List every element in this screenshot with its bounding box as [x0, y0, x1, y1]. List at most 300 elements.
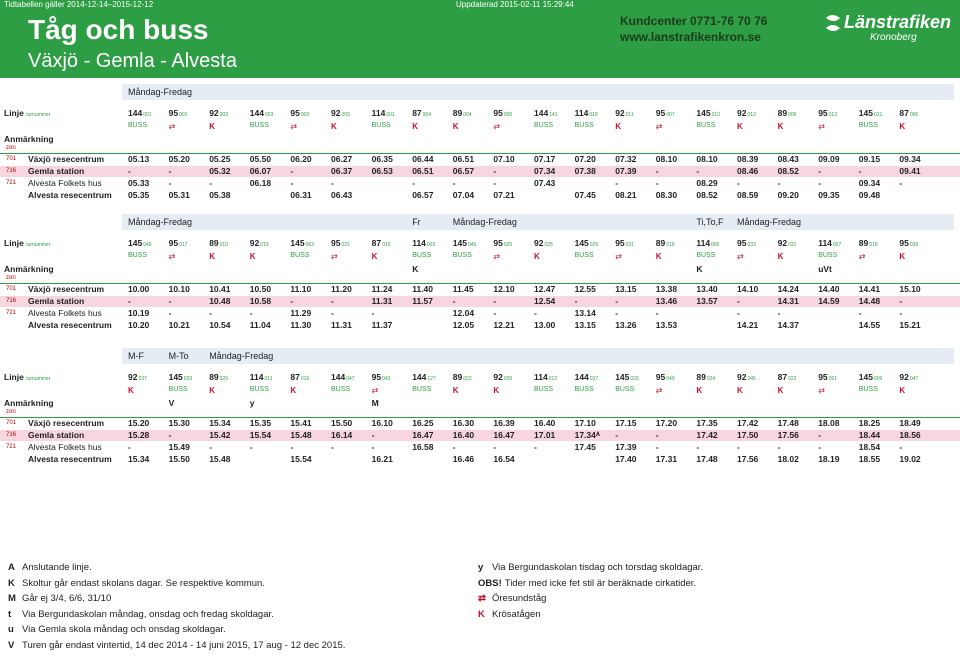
- stop-name: Alvesta Folkets hus: [28, 178, 102, 188]
- day-header-row: [122, 84, 954, 100]
- legend-item: [478, 562, 703, 573]
- departure-time: 14.41: [858, 284, 881, 294]
- line-number: 145029: [168, 372, 193, 382]
- trip-number: 003: [426, 242, 436, 248]
- departure-time: 06.51: [452, 154, 475, 164]
- departure-time: 17.45: [574, 442, 596, 452]
- departure-time: 05.31: [168, 190, 190, 200]
- trip-number: 039: [909, 242, 919, 248]
- trip-number: 013: [711, 112, 720, 118]
- departure-time: 07.34: [534, 166, 556, 176]
- bus-mode-label: BUSS: [534, 122, 554, 129]
- oresundstag-icon: ⇄: [737, 252, 744, 261]
- departure-time: -: [128, 166, 131, 176]
- departure-time: 13.46: [655, 296, 678, 306]
- line-number: 95007: [655, 108, 675, 118]
- departure-time: 13.57: [696, 296, 718, 306]
- departure-time: 13.26: [615, 320, 637, 330]
- stop-name: Alvesta resecentrum: [28, 454, 112, 464]
- departure-time: -: [290, 296, 294, 306]
- validity-text: Tidtabellen gäller 2014-12-14–2015-12-12: [4, 0, 154, 9]
- departure-time: 17.50: [737, 430, 759, 440]
- line-number: 92013: [737, 108, 756, 118]
- line-number: 92031: [777, 238, 797, 248]
- departure-time: 18.02: [777, 454, 799, 464]
- linje-label: Linje turnummer: [4, 238, 51, 248]
- trip-number: 001: [179, 112, 188, 118]
- departure-time: 06.20: [290, 154, 312, 164]
- line-number: 87016: [290, 372, 310, 382]
- website-link[interactable]: www.lanstrafikenkron.se: [620, 30, 761, 44]
- line-number: 95039: [899, 238, 919, 248]
- page-title: Tåg och buss: [28, 14, 209, 45]
- departure-time: 15.54: [249, 430, 272, 440]
- departure-time: 18.54: [858, 442, 881, 452]
- line-number: 95001: [168, 108, 188, 118]
- departure-time: 18.19: [818, 454, 840, 464]
- legend-text: Anslutande linje.: [22, 562, 92, 573]
- departure-time: -: [493, 442, 497, 452]
- departure-time: 16.40: [452, 430, 475, 440]
- departure-time: 15.10: [899, 284, 921, 294]
- line-number: 89020: [209, 372, 228, 382]
- departure-time: 10.10: [168, 284, 190, 294]
- departure-time: -: [615, 178, 619, 188]
- trip-number: 020: [219, 376, 228, 382]
- line-number: 89018: [858, 238, 878, 248]
- departure-time: 08.39: [737, 154, 759, 164]
- oresundstag-icon: ⇄: [858, 252, 866, 261]
- bus-mode-label: BUSS: [615, 386, 635, 393]
- departure-time: -: [452, 178, 456, 188]
- remark-code: y: [249, 398, 255, 408]
- departure-time: 06.51: [412, 166, 434, 176]
- departure-time: 08.43: [777, 154, 799, 164]
- anmarkning-label: Anmärkning: [4, 264, 54, 274]
- krosatag-icon: K: [737, 386, 743, 395]
- departure-time: -: [696, 166, 700, 176]
- departure-time: -: [737, 308, 740, 318]
- departure-time: -: [290, 166, 294, 176]
- departure-time: 05.25: [209, 154, 231, 164]
- departure-time: -: [655, 430, 659, 440]
- departure-time: 10.20: [128, 320, 150, 330]
- logo-subtext: Kronoberg: [870, 32, 917, 43]
- trip-number: 017: [179, 242, 188, 248]
- departure-time: 19.02: [899, 454, 921, 464]
- remark-code: K: [696, 264, 703, 274]
- linje-label: Linje turnummer: [4, 108, 51, 118]
- departure-time: 08.29: [696, 178, 718, 188]
- departure-time: -: [331, 308, 334, 318]
- departure-time: -: [777, 178, 781, 188]
- bus-mode-label: BUSS: [168, 386, 188, 393]
- departure-time: 11.31: [331, 320, 352, 330]
- remark-code: uVt: [818, 264, 832, 274]
- line-number: 92025: [534, 238, 553, 248]
- departure-time: 12.21: [493, 320, 515, 330]
- line-number: 92047: [899, 372, 919, 382]
- turnummer-label: turnummer: [26, 376, 51, 382]
- departure-time: 18.55: [858, 454, 881, 464]
- departure-time: 18.44: [858, 430, 881, 440]
- stop-name: Gemla station: [28, 430, 85, 440]
- route-title: Växjö - Gemla - Alvesta: [28, 50, 237, 72]
- line-number: 145023: [615, 372, 639, 382]
- stop-row: [0, 190, 960, 201]
- turnummer-label: turnummer: [26, 242, 51, 248]
- line-number: 114007: [818, 238, 842, 248]
- departure-time: -: [168, 178, 172, 188]
- krosatag-icon: K: [249, 252, 256, 261]
- departure-time: 13.14: [574, 308, 596, 318]
- legend-symbol: y: [478, 562, 484, 573]
- departure-time: 13.15: [574, 320, 596, 330]
- oresundstag-icon: ⇄: [331, 252, 338, 261]
- departure-time: 11.37: [371, 320, 393, 330]
- line-number: 87022: [777, 372, 797, 382]
- departure-time: 10.48: [209, 296, 231, 306]
- oresundstag-icon: ⇄: [493, 252, 501, 261]
- trip-number: 051: [828, 376, 837, 382]
- departure-time: -: [858, 166, 862, 176]
- trip-number: 006: [788, 112, 797, 118]
- departure-time: 09.41: [899, 166, 921, 176]
- zone-number: 716: [6, 298, 17, 304]
- line-number: 145009: [858, 372, 883, 382]
- trip-number: 043: [382, 376, 391, 382]
- departure-time: 06.37: [331, 166, 353, 176]
- oresundstag-icon: ⇄: [818, 386, 825, 395]
- departure-time: -: [128, 296, 131, 306]
- departure-time: -: [168, 308, 172, 318]
- departure-time: 09.34: [899, 154, 921, 164]
- departure-time: -: [737, 296, 740, 306]
- trip-number: 023: [630, 376, 639, 382]
- zone-number: 716: [6, 432, 17, 438]
- departure-time: 15.49: [168, 442, 190, 452]
- departure-time: 18.25: [858, 418, 881, 428]
- departure-time: 07.45: [574, 190, 596, 200]
- day-label: Fr: [412, 217, 421, 227]
- departure-time: 13.40: [696, 284, 718, 294]
- legend-item: [478, 593, 546, 604]
- line-number: 114003: [412, 238, 436, 248]
- trip-number: 005: [711, 242, 720, 248]
- line-number: 144047: [331, 372, 355, 382]
- line-number: 145045: [452, 238, 477, 248]
- day-header-row: [122, 348, 954, 364]
- stop-name: Alvesta Folkets hus: [28, 442, 102, 452]
- zone-number: 721: [6, 180, 17, 186]
- legend-symbol: u: [8, 624, 14, 635]
- line-number: 145013: [696, 108, 720, 118]
- zon-label: zon: [6, 409, 16, 415]
- stop-row: [0, 430, 960, 441]
- bus-mode-label: BUSS: [534, 386, 554, 393]
- legend-symbol: t: [8, 608, 12, 620]
- line-number: 144127: [412, 372, 436, 382]
- departure-time: 10.19: [128, 308, 150, 318]
- departure-time: 17.01: [534, 430, 556, 440]
- departure-time: -: [899, 296, 903, 306]
- trip-number: 011: [264, 376, 273, 382]
- zone-number: 721: [6, 310, 17, 316]
- departure-time: -: [615, 308, 619, 318]
- line-number: 114001: [371, 108, 395, 118]
- legend-symbol: OBS!: [478, 577, 502, 589]
- bus-mode-label: BUSS: [412, 386, 432, 393]
- departure-time: -: [777, 442, 781, 452]
- trip-number: 013: [747, 112, 756, 118]
- legend-text: Öresundståg: [492, 593, 547, 604]
- departure-time: 17.20: [655, 418, 678, 428]
- oresundstag-icon: ⇄: [655, 386, 663, 395]
- line-number: 95023: [331, 238, 350, 248]
- stop-name: Växjö resecentrum: [28, 154, 105, 164]
- departure-time: -: [249, 308, 253, 318]
- linje-label: Linje turnummer: [4, 372, 51, 382]
- remark-code: M: [371, 398, 379, 408]
- stop-name: Växjö resecentrum: [28, 418, 105, 428]
- zone-number: 721: [6, 444, 17, 450]
- trip-number: 033: [747, 242, 756, 248]
- departure-time: 05.20: [168, 154, 190, 164]
- krosatag-icon: K: [899, 386, 906, 395]
- bus-mode-label: BUSS: [574, 386, 594, 393]
- logo-text: Länstrafiken: [844, 12, 952, 32]
- departure-time: 06.18: [249, 178, 272, 188]
- timetable-section: [0, 348, 960, 478]
- departure-time: 06.43: [331, 190, 353, 200]
- bus-mode-label: BUSS: [574, 252, 594, 259]
- departure-time: 17.40: [615, 454, 637, 464]
- departure-time: 17.35: [696, 418, 718, 428]
- line-number: 89022: [452, 372, 472, 382]
- trip-number: 037: [589, 376, 599, 382]
- trip-number: 004: [422, 112, 431, 118]
- trip-number: 003: [341, 112, 350, 118]
- departure-time: 07.21: [493, 190, 515, 200]
- line-number: 87006: [899, 108, 919, 118]
- departure-time: -: [128, 442, 131, 452]
- line-number: 95013: [818, 108, 837, 118]
- departure-time: -: [534, 308, 537, 318]
- departure-time: 10.54: [209, 320, 231, 330]
- departure-time: 14.31: [777, 296, 799, 306]
- departure-time: 14.24: [777, 284, 799, 294]
- bus-mode-label: BUSS: [331, 386, 351, 393]
- departure-time: 12.47: [534, 284, 556, 294]
- departure-time: 18.56: [899, 430, 921, 440]
- oresundstag-icon: ⇄: [478, 593, 486, 604]
- stop-row: [0, 418, 960, 429]
- trip-number: 127: [427, 376, 436, 382]
- departure-time: 07.43: [534, 178, 556, 188]
- departure-time: 11.45: [452, 284, 474, 294]
- departure-time: -: [696, 442, 700, 452]
- departure-time: 18.49: [899, 418, 921, 428]
- departure-time: -: [331, 178, 334, 188]
- departure-time: 08.46: [737, 166, 759, 176]
- departure-time: 14.21: [737, 320, 759, 330]
- departure-time: 05.33: [128, 178, 150, 188]
- line-number: 145025: [574, 238, 599, 248]
- krosatag-icon: K: [331, 122, 337, 131]
- legend-text: Krösatågen: [492, 608, 541, 620]
- oresundstag-icon: ⇄: [493, 122, 501, 131]
- line-number: 95017: [168, 238, 188, 248]
- departure-time: 05.38: [209, 190, 231, 200]
- departure-time: 17.31: [655, 454, 678, 464]
- departure-time: -: [209, 308, 213, 318]
- line-number: 95043: [371, 372, 391, 382]
- bus-mode-label: BUSS: [290, 252, 310, 259]
- zone-number: 701: [6, 420, 17, 426]
- departure-time: -: [168, 296, 172, 306]
- departure-time: 15.50: [331, 418, 353, 428]
- legend-text: Turen går endast vintertid, 14 dec 2014 - 14 juni 2015, 17 aug - 12 dec 2015.: [22, 639, 346, 651]
- trip-number: 018: [869, 242, 878, 248]
- line-number: 92019: [249, 238, 269, 248]
- legend-text: Går ej 3/4, 6/6, 31/10: [22, 593, 112, 604]
- remark-code: V: [168, 398, 175, 408]
- trip-number: 022: [463, 376, 472, 382]
- trip-number: 049: [143, 242, 152, 248]
- departure-time: 08.10: [696, 154, 718, 164]
- legend-symbol: M: [8, 593, 16, 604]
- departure-time: 06.31: [290, 190, 312, 200]
- trip-number: 024: [706, 376, 716, 382]
- departure-time: -: [452, 296, 456, 306]
- departure-time: -: [818, 178, 822, 188]
- trip-number: 019: [589, 112, 598, 118]
- departure-time: 16.40: [534, 418, 556, 428]
- departure-time: 16.58: [412, 442, 434, 452]
- header-banner: [0, 0, 960, 78]
- departure-time: -: [858, 308, 862, 318]
- departure-time: 08.59: [737, 190, 759, 200]
- trip-number: 003: [219, 112, 228, 118]
- legend-symbol: K: [8, 577, 15, 589]
- departure-time: 16.10: [371, 418, 393, 428]
- departure-time: -: [168, 430, 172, 440]
- departure-time: 12.04: [452, 308, 475, 318]
- trip-number: 063: [305, 242, 314, 248]
- line-number: 87004: [412, 108, 431, 118]
- trip-number: 023: [341, 242, 350, 248]
- departure-time: 07.10: [493, 154, 515, 164]
- line-number: 95049: [655, 372, 675, 382]
- legend-text: Via Bergundaskolan tisdag och torsdag skoldagar.: [492, 562, 704, 573]
- departure-time: -: [574, 296, 578, 306]
- trip-number: 049: [666, 376, 675, 382]
- trip-number: 003: [264, 112, 274, 118]
- krosatag-icon: K: [209, 122, 215, 131]
- krosatag-icon: K: [493, 386, 500, 395]
- departure-time: 08.52: [777, 166, 799, 176]
- departure-time: 16.14: [331, 430, 353, 440]
- line-number: 95025: [493, 238, 513, 248]
- line-number: 144001: [128, 108, 152, 118]
- departure-time: 11.31: [371, 296, 393, 306]
- trip-number: 025: [589, 242, 599, 248]
- bus-mode-label: BUSS: [452, 252, 472, 259]
- legend-item: [8, 578, 265, 589]
- line-number: 89010: [209, 238, 228, 248]
- stop-row: [0, 284, 960, 295]
- stop-row: [0, 178, 960, 189]
- departure-time: 07.20: [574, 154, 596, 164]
- stop-name: Alvesta resecentrum: [28, 190, 112, 200]
- bus-mode-label: BUSS: [858, 122, 878, 129]
- departure-time: 15.21: [899, 320, 921, 330]
- departure-time: 08.52: [696, 190, 718, 200]
- departure-time: 15.41: [290, 418, 312, 428]
- trip-number: 010: [382, 242, 391, 248]
- turnummer-label: turnummer: [26, 112, 51, 118]
- trip-number: 025: [503, 242, 513, 248]
- krosatag-icon: K: [899, 252, 906, 261]
- departure-time: -: [818, 442, 822, 452]
- trip-number: 022: [788, 376, 797, 382]
- line-number: 89016: [655, 238, 675, 248]
- departure-time: 09.35: [818, 190, 840, 200]
- departure-time: 15.28: [128, 430, 150, 440]
- krosatag-icon: K: [290, 386, 297, 395]
- departure-time: 17.34ᴬ: [574, 430, 600, 440]
- departure-time: -: [655, 442, 659, 452]
- departure-time: -: [290, 178, 294, 188]
- day-label: Måndag-Fredag: [209, 351, 274, 361]
- krosatag-icon: K: [478, 608, 485, 620]
- line-number: 114005: [696, 238, 720, 248]
- departure-time: 14.55: [858, 320, 881, 330]
- timetable-section: [0, 214, 960, 344]
- zone-number: 716: [6, 168, 17, 174]
- line-number: 145063: [290, 238, 314, 248]
- departure-time: 14.10: [737, 284, 759, 294]
- stop-row: [0, 154, 960, 165]
- departure-time: -: [818, 166, 822, 176]
- stop-name: Gemla station: [28, 166, 85, 176]
- day-label: M-F: [128, 351, 144, 361]
- departure-time: -: [493, 308, 497, 318]
- departure-time: -: [655, 308, 659, 318]
- departure-time: -: [331, 296, 334, 306]
- krosatag-icon: K: [777, 386, 784, 395]
- stop-name: Gemla station: [28, 296, 85, 306]
- line-number: 92045: [737, 372, 756, 382]
- oresundstag-icon: ⇄: [615, 252, 622, 261]
- departure-time: 13.00: [534, 320, 556, 330]
- departure-time: 13.15: [615, 284, 637, 294]
- line-number: 114019: [574, 108, 598, 118]
- departure-time: 13.53: [655, 320, 678, 330]
- departure-time: -: [655, 178, 659, 188]
- trip-number: 031: [873, 112, 883, 118]
- departure-time: 11.57: [412, 296, 433, 306]
- departure-time: 15.48: [290, 430, 312, 440]
- trip-number: 029: [183, 376, 193, 382]
- departure-time: 15.34: [128, 454, 150, 464]
- departure-time: -: [209, 442, 213, 452]
- stop-row: [0, 296, 960, 307]
- departure-time: 10.41: [209, 284, 231, 294]
- departure-time: -: [899, 308, 903, 318]
- departure-time: 06.44: [412, 154, 434, 164]
- trip-number: 006: [909, 112, 919, 118]
